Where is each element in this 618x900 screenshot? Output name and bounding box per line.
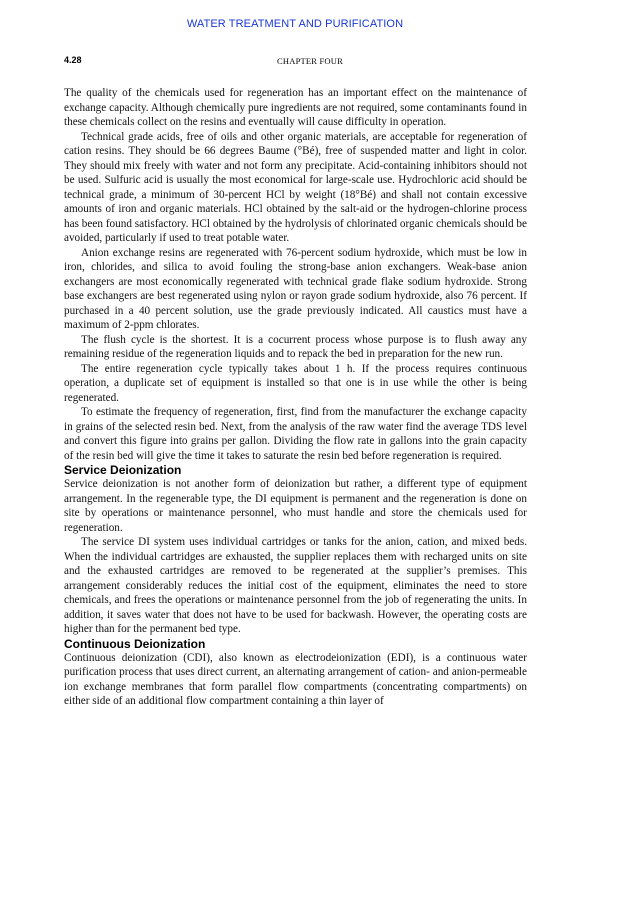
paragraph-service-di-intro: Service deionization is not another form of deionization but rather, a different type of equipment arrangement. In the regenerable type, the DI equipment is permanent and the regeneration is done on site by operations or maintenance personnel, who must handle and store the chemicals used for regeneration. [64,478,527,534]
section-heading-continuous-deionization: Continuous Deionization [64,636,206,651]
page-body [64,86,527,709]
paragraph-regeneration-frequency: To estimate the frequency of regeneration, first, find from the manufacturer the exchange capacity in grains of the selected resin bed. Next, from the analysis of the raw water find the average TDS level and convert this figure into grains per gallon. Dividing the flow rate in gallons into the grain capacity of the resin bed will give the time it takes to saturate the resin bed before regeneration is required. [64,406,527,462]
running-head-title: WATER TREATMENT AND PURIFICATION [186,18,404,30]
paragraph-acids: Technical grade acids, free of oils and other organic materials, are acceptable for regeneration of cation resins. They should be 66 degrees Baume (°Bé), free of suspended matter and light in color. They should mix freely with water and not form any precipitate. Acid-containing inhibitors should not be used. Sulfuric acid is usually the most economical for large-scale use. Hydrochloric acid should be technical grade, a minimum of 30-percent HCl by weight (18°Bé) and shall not contain excessive amounts of iron and organic materials. HCl obtained by the salt-aid or the hydrogen-chlorine process has been found satisfactory. HCl obtained by the hydrolysis of chlorinated organic chemicals should be avoided, particularly if used to treat potable water. [64,130,527,244]
paragraph-chemical-quality: The quality of the chemicals used for regeneration has an important effect on the maintenance of exchange capacity. Although chemically pure ingredients are not required, some contaminants found in these chemicals collect on the resins and eventually will cause difficulty in operation. [64,87,527,128]
paragraph-regeneration-cycle: The entire regeneration cycle typically takes about 1 h. If the process requires continuous operation, a duplicate set of equipment is installed so that one is in use while the other is being regenerated. [64,362,527,404]
paragraph-anion-resins: Anion exchange resins are regenerated with 76-percent sodium hydroxide, which must be low in iron, chlorides, and silica to avoid fouling the strong-base anion exchangers. Weak-base anion exchangers are most economically regenerated with technical grade flake sodium hydroxide. Strong base exchangers are best regenerated using nylon or rayon grade sodium hydroxide, also 76 percent. If purchased in a 40 percent solution, use the grade previously indicated. All caustics must have a maximum of 2-ppm chlorates. [64,246,527,331]
paragraph-flush-cycle: The flush cycle is the shortest. It is a cocurrent process whose purpose is to flush away any remaining residue of the regeneration liquids and to repack the bed in preparation for the new run. [64,333,527,360]
paragraph-cdi-intro: Continuous deionization (CDI), also known as electrodeionization (EDI), is a continuous water purification process that uses direct current, an alternating arrangement of cation- and anion-permeable ion exchange membranes that form parallel flow compartments (concentrating compartments) on either side of an additional flow compartment containing a thin layer of [64,651,527,707]
page-number: 4.28 [64,55,82,65]
section-heading-service-deionization: Service Deionization [64,463,182,477]
chapter-label: CHAPTER FOUR [277,56,343,66]
paragraph-service-di-system: The service DI system uses individual cartridges or tanks for the anion, cation, and mixed beds. When the individual cartridges are exhausted, the supplier replaces them with recharged units on site and the exhausted cartridges are removed to be regenerated at the supplier’s premises. This arrangement considerably reduces the initial cost of the equipment, eliminates the need to store chemicals, and frees the operations or maintenance personnel from the job of regenerating the units. In addition, it saves water that does not have to be used for backwash. However, the operating costs are higher than for the permanent bed type. [64,536,527,635]
